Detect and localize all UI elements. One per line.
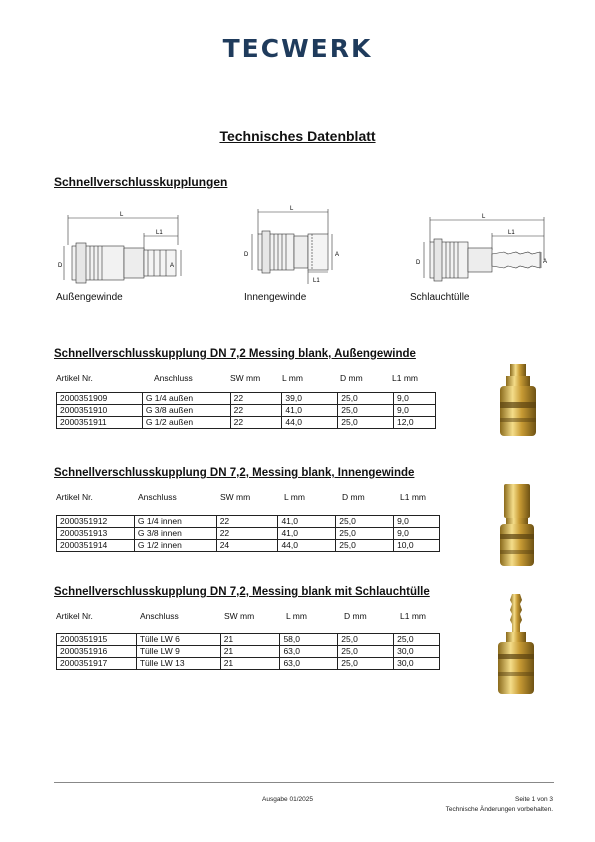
cell-l1: 9,0: [394, 516, 440, 528]
cell-l1: 30,0: [394, 658, 440, 670]
cell-artikel: 2000351913: [57, 528, 135, 540]
footer-divider: [54, 782, 554, 783]
cell-l1: 12,0: [394, 417, 436, 429]
cell-anschluss: G 3/8 innen: [134, 528, 216, 540]
cell-l1: 9,0: [394, 528, 440, 540]
cell-artikel: 2000351912: [57, 516, 135, 528]
cell-l: 41,0: [278, 528, 336, 540]
cell-sw: 22: [216, 516, 278, 528]
cell-anschluss: G 1/4 innen: [134, 516, 216, 528]
dim-A-3: A: [543, 259, 548, 265]
cell-anschluss: Tülle LW 9: [136, 646, 220, 658]
cell-l1: 10,0: [394, 540, 440, 552]
dim-L1: L1: [156, 230, 163, 236]
col-header-artikel: Artikel Nr.: [56, 611, 93, 621]
dim-L1-3: L1: [508, 230, 515, 236]
table-row: [57, 405, 436, 417]
cell-l1: 9,0: [394, 405, 436, 417]
cell-l: 63,0: [280, 658, 338, 670]
section-title-aussengewinde: Schnellverschlusskupplung DN 7,2 Messing blank, Außengewinde: [54, 348, 416, 360]
cell-l: 44,0: [278, 540, 336, 552]
col-header-artikel: Artikel Nr.: [56, 373, 93, 383]
table-row: [57, 634, 440, 646]
cell-l: 63,0: [280, 646, 338, 658]
cell-artikel: 2000351910: [57, 405, 143, 417]
cell-sw: 24: [216, 540, 278, 552]
col-header-d: D mm: [340, 373, 363, 383]
table-row: [57, 646, 440, 658]
cell-artikel: 2000351916: [57, 646, 137, 658]
product-image-schlauchtuelle: [494, 592, 538, 696]
table-row: [57, 540, 440, 552]
cell-d: 25,0: [338, 393, 394, 405]
section-title-innengewinde: Schnellverschlusskupplung DN 7,2, Messing blank, Innengewinde: [54, 467, 415, 479]
cell-anschluss: G 1/4 außen: [142, 393, 230, 405]
col-header-anschluss: Anschluss: [138, 492, 177, 502]
figure-label-innengewinde: Innengewinde: [244, 292, 307, 303]
cell-anschluss: Tülle LW 6: [136, 634, 220, 646]
figure-label-schlauchtuelle: Schlauchtülle: [410, 292, 470, 303]
cell-sw: 21: [220, 634, 280, 646]
cell-sw: 22: [230, 393, 282, 405]
cell-l: 39,0: [282, 393, 338, 405]
cell-d: 25,0: [338, 405, 394, 417]
table-schlauchtuelle: [56, 633, 440, 670]
col-header-d: D mm: [342, 492, 365, 502]
cell-d: 25,0: [338, 417, 394, 429]
col-header-anschluss: Anschluss: [154, 373, 193, 383]
table-innengewinde: [56, 515, 440, 552]
table-row: [57, 393, 436, 405]
table-row: [57, 528, 440, 540]
cell-l: 44,0: [282, 417, 338, 429]
cell-sw: 21: [220, 646, 280, 658]
dim-D: D: [58, 263, 63, 269]
col-header-l1: L1 mm: [400, 611, 426, 621]
col-header-artikel: Artikel Nr.: [56, 492, 93, 502]
cell-anschluss: G 3/8 außen: [142, 405, 230, 417]
col-header-l: L mm: [284, 492, 305, 502]
product-image-innengewinde: [496, 482, 538, 568]
col-header-l: L mm: [282, 373, 303, 383]
product-image-aussengewinde: [494, 362, 542, 440]
cell-d: 25,0: [338, 634, 394, 646]
figure-label-aussengewinde: Außengewinde: [56, 292, 123, 303]
dim-L-3: L: [482, 214, 486, 220]
dim-L: L: [120, 212, 124, 218]
page-title: Technisches Datenblatt: [219, 128, 376, 144]
dim-A: A: [170, 263, 175, 269]
table-aussengewinde: [56, 392, 436, 429]
dim-D-2: D: [244, 252, 249, 258]
cell-l1: 9,0: [394, 393, 436, 405]
cell-artikel: 2000351917: [57, 658, 137, 670]
dim-L-2: L: [290, 206, 294, 212]
cell-artikel: 2000351911: [57, 417, 143, 429]
cell-sw: 22: [216, 528, 278, 540]
col-header-sw: SW mm: [220, 492, 251, 502]
col-header-sw: SW mm: [224, 611, 255, 621]
drawing-aussengewinde: [56, 210, 186, 292]
cell-d: 25,0: [338, 646, 394, 658]
cell-sw: 22: [230, 417, 282, 429]
cell-l1: 30,0: [394, 646, 440, 658]
cell-artikel: 2000351914: [57, 540, 135, 552]
col-header-anschluss: Anschluss: [140, 611, 179, 621]
company-logo: TECWERK: [222, 34, 373, 63]
footer-note: Technische Änderungen vorbehalten.: [445, 806, 553, 813]
dim-A-2: A: [335, 252, 340, 258]
footer-page-number: Seite 1 von 3: [515, 796, 553, 803]
cell-d: 25,0: [336, 516, 394, 528]
footer-edition: Ausgabe 01/2025: [262, 796, 313, 803]
table-row: [57, 516, 440, 528]
table-row: [57, 658, 440, 670]
col-header-l1: L1 mm: [392, 373, 418, 383]
section-title-schlauchtuelle: Schnellverschlusskupplung DN 7,2, Messing blank mit Schlauchtülle: [54, 586, 430, 598]
main-heading: Schnellverschlusskupplungen: [54, 175, 228, 189]
cell-l: 41,0: [278, 516, 336, 528]
cell-l1: 25,0: [394, 634, 440, 646]
cell-d: 25,0: [336, 528, 394, 540]
cell-artikel: 2000351915: [57, 634, 137, 646]
col-header-l1: L1 mm: [400, 492, 426, 502]
cell-anschluss: Tülle LW 13: [136, 658, 220, 670]
dim-D-3: D: [416, 260, 421, 266]
cell-anschluss: G 1/2 außen: [142, 417, 230, 429]
cell-l: 58,0: [280, 634, 338, 646]
drawing-schlauchtuelle: [408, 208, 548, 292]
col-header-d: D mm: [344, 611, 367, 621]
col-header-sw: SW mm: [230, 373, 261, 383]
cell-l: 41,0: [282, 405, 338, 417]
drawing-innengewinde: [236, 204, 346, 292]
cell-sw: 22: [230, 405, 282, 417]
cell-artikel: 2000351909: [57, 393, 143, 405]
dim-L1-2: L1: [313, 278, 320, 284]
cell-sw: 21: [220, 658, 280, 670]
cell-d: 25,0: [338, 658, 394, 670]
table-row: [57, 417, 436, 429]
col-header-l: L mm: [286, 611, 307, 621]
cell-anschluss: G 1/2 innen: [134, 540, 216, 552]
cell-d: 25,0: [336, 540, 394, 552]
